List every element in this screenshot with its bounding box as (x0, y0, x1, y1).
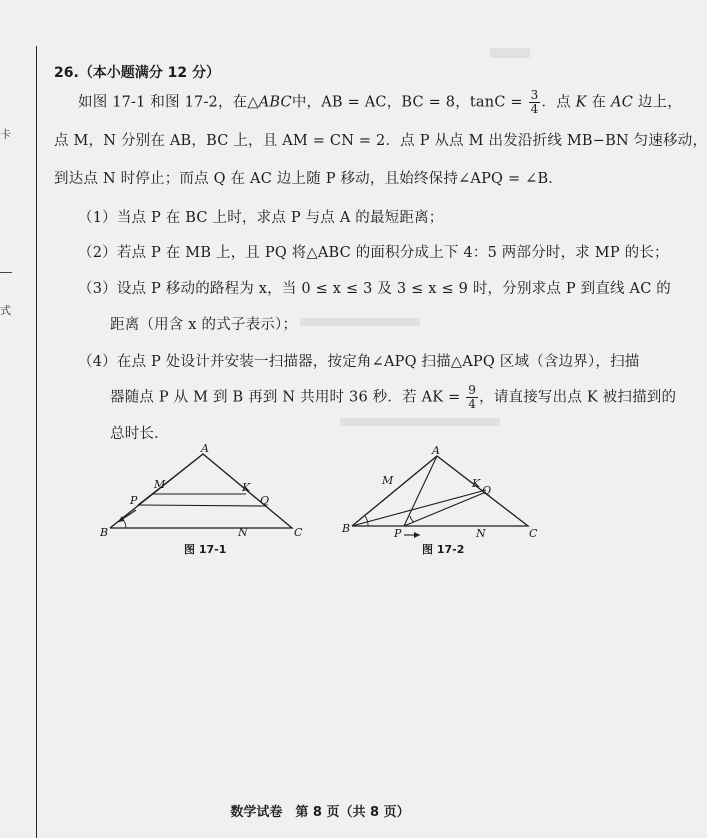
tan-denominator: 4 (530, 102, 539, 116)
tan-fraction (529, 89, 541, 116)
bleed-through (340, 418, 500, 426)
fig2-label-M: M (382, 474, 394, 487)
fig1-label-K: K (242, 481, 251, 494)
figure-17-1 (96, 440, 306, 540)
fig2-label-K: K (472, 477, 481, 490)
intro-text: ABC (258, 94, 292, 111)
bleed-through (490, 48, 530, 58)
intro-line-1 (78, 89, 682, 116)
intro-text: 在 (586, 94, 612, 111)
fig2-label-A: A (432, 444, 440, 457)
bleed-through (300, 318, 420, 326)
intro-line-2: 点 M，N 分别在 AB，BC 上，且 AM = CN = 2．点 P 从点 M 出发沿折线 MB−BN 匀速移动， (54, 133, 707, 149)
intro-text: K (575, 94, 587, 111)
part-1: （1）当点 P 在 BC 上时，求点 P 与点 A 的最短距离； (78, 210, 444, 226)
part-3-line-1: （3）设点 P 移动的路程为 x，当 0 ≤ x ≤ 3 及 3 ≤ x ≤ 9 时，分别求点 P 到直线 AC 的 (78, 281, 672, 297)
fig1-label-C: C (294, 526, 303, 539)
fig1-label-P: P (130, 494, 138, 507)
fig1-label-Q: Q (260, 494, 270, 507)
margin-mark-2: 式 (0, 304, 11, 317)
margin-mark-1: 卡 (0, 128, 11, 141)
fig1-label-B: B (100, 526, 109, 539)
part-4-line-3: 总时长． (110, 426, 169, 442)
part-4-text: ，请直接写出点 K 被扫描到的 (479, 389, 677, 406)
page-footer: 数学试卷 第 8 页（共 8 页） (230, 805, 410, 820)
figure-17-2-caption: 图 17-2 (422, 543, 465, 556)
fig1-label-A: A (201, 442, 209, 455)
intro-text: AB = AC，BC = 8，tanC = (321, 94, 528, 111)
margin-dash (0, 272, 12, 273)
fig2-label-Q: Q (482, 484, 492, 497)
score-note: （本小题满分 12 分） (78, 65, 221, 81)
intro-text: 中， (291, 94, 322, 111)
binding-margin-line (36, 46, 37, 838)
ak-numerator: 9 (468, 383, 477, 397)
fig1-label-M: M (154, 478, 166, 491)
ak-denominator: 4 (468, 397, 477, 411)
ak-fraction (466, 384, 478, 411)
question-header (54, 62, 220, 82)
fig2-label-N: N (476, 527, 486, 540)
figure-17-2 (340, 442, 550, 542)
intro-line-3: 到达点 N 时停止；而点 Q 在 AC 边上随 P 移动，且始终保持∠APQ = ∠B． (54, 171, 564, 187)
fig2-label-C: C (529, 527, 538, 540)
fig1-label-N: N (238, 526, 248, 539)
intro-text: AC (611, 94, 633, 111)
part-4-line-2 (110, 384, 676, 411)
part-4-line-1: （4）在点 P 处设计并安装一扫描器，按定角∠APQ 扫描△APQ 区域（含边界），扫描 (78, 354, 640, 370)
part-4-text: 器随点 P 从 M 到 B 再到 N 共用时 36 秒．若 AK = (110, 389, 466, 406)
part-3-line-2: 距离（用含 x 的式子表示）； (110, 317, 298, 333)
part-2: （2）若点 P 在 MB 上，且 PQ 将△ABC 的面积分成上下 4：5 两部分时，求 MP 的长； (78, 245, 669, 261)
fig2-label-P: P (394, 527, 402, 540)
question-number: 26. (54, 65, 79, 81)
intro-text: 如图 17-1 和图 17-2，在△ (78, 94, 259, 111)
figure-17-1-caption: 图 17-1 (184, 543, 227, 556)
intro-text: ．点 (541, 94, 576, 111)
intro-text: 边上， (633, 94, 682, 111)
tan-numerator: 3 (530, 88, 539, 102)
fig2-label-B: B (342, 522, 351, 535)
